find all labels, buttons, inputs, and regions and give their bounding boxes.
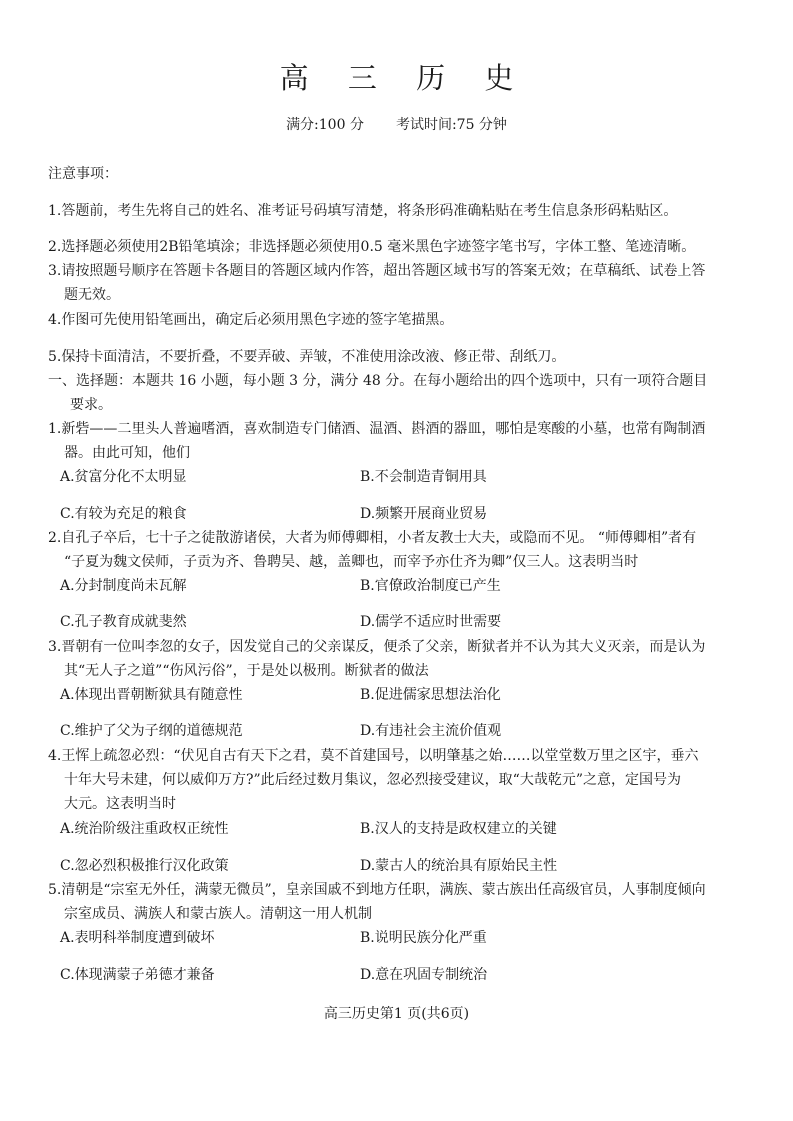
option-a: A.表明科举制度遭到破坏 [60,930,215,946]
question-stem: 3.晋朝有一位叫李忽的女子，因发觉自己的父亲谋反，便杀了父亲，断狱者并不认为其大义灭亲，而是认为 [48,639,706,655]
option-d: D.儒学不适应时世需要 [360,614,502,630]
time-info: 考试时间:75 分钟 [395,117,507,133]
option-b: B.不会制造青铜用具 [360,469,487,485]
notice-item-3-cont: 题无效。 [64,287,120,303]
notice-item-5: 5.保持卡面清洁，不要折叠，不要弄破、弄皱，不准使用涂改液、修正带、刮纸刀。 [48,349,566,365]
option-c: C.忽必烈积极推行汉化政策 [60,858,229,874]
notice-item-2: 2.选择题必须使用2B铅笔填涂；非选择题必须使用0.5 毫米黑色字迹签字笔书写，字体工整、笔迹清晰。 [48,239,696,255]
option-d: D.频繁开展商业贸易 [360,506,488,522]
question-stem: 1.新砦——二里头人普遍嗜酒，喜欢制造专门储酒、温酒、斟酒的器皿，哪怕是寒酸的小墓，也常有陶制酒 [48,421,706,437]
notice-item-1: 1.答题前，考生先将自己的姓名、准考证号码填写清楚，将条形码准确粘贴在考生信息条形码粘贴区。 [48,203,678,219]
question-stem-cont: 器。由此可知，他们 [64,445,190,461]
option-b: B.官僚政治制度已产生 [360,578,501,594]
notice-item-3: 3.请按照题号顺序在答题卡各题目的答题区域内作答，超出答题区域书写的答案无效；在草稿纸、试卷上答 [48,263,706,279]
option-b: B.说明民族分化严重 [360,930,487,946]
page-footer: 高三历史第1 页(共6页) [323,1006,470,1022]
question-stem: 4.王恽上疏忽必烈：“伏见自古有天下之君，莫不首建国号，以明肇基之始……以堂堂数万里之区宇，垂六 [48,748,699,764]
option-a: A.统治阶级注重政权正统性 [60,821,229,837]
option-a: A.贫富分化不太明显 [60,469,187,485]
option-b: B.促进儒家思想法治化 [360,687,501,703]
page-title: 高 三 历 史 [279,61,529,95]
question-stem-cont: 大元。这表明当时 [64,796,176,812]
option-d: D.蒙古人的统治具有原始民主性 [360,858,558,874]
question-stem-cont: 宗室成员、满族人和蒙古族人。清朝这一用人机制 [64,906,372,922]
option-c: C.体现满蒙子弟德才兼备 [60,967,215,983]
question-stem-cont: 十年大号未建，何以威仰万方?”此后经过数月集议，忽必烈接受建议，取“大哉乾元”之意，定国号为 [64,772,681,788]
option-d: D.意在巩固专制统治 [360,967,488,983]
question-stem-cont: “子夏为魏文侯师，子贡为齐、鲁聘吴、越，盖卿也，而宰予亦仕齐为卿”仅三人。这表明当时 [64,554,639,570]
section-heading: 一、选择题：本题共 16 小题，每小题 3 分，满分 48 分。在每小题给出的四个选项中，只有一项符合题目 [48,373,708,389]
option-a: A.分封制度尚未瓦解 [60,578,187,594]
option-d: D.有违社会主流价值观 [360,723,502,739]
question-stem-cont: 其“无人子之道”“伤风污俗”，于是处以极刑。断狱者的做法 [64,663,429,679]
score-info: 满分:100 分 [286,117,364,133]
notice-item-4: 4.作图可先使用铅笔画出，确定后必须用黑色字迹的签字笔描黑。 [48,312,454,328]
question-stem: 5.清朝是“宗室无外任，满蒙无微员”，皇亲国戚不到地方任职，满族、蒙古族出任高级官员，人事制度倾向 [48,882,706,898]
notice-heading: 注意事项： [48,166,118,182]
option-c: C.有较为充足的粮食 [60,506,187,522]
section-heading-cont: 要求。 [70,397,112,413]
exam-info [0,114,793,134]
option-b: B.汉人的支持是政权建立的关键 [360,821,557,837]
option-c: C.孔子教育成就斐然 [60,614,187,630]
option-a: A.体现出晋朝断狱具有随意性 [60,687,243,703]
question-stem: 2.自孔子卒后，七十子之徒散游诸侯，大者为师傅卿相，小者友教士大夫，或隐而不见。 “师傅卿相”者有 [48,530,697,546]
option-c: C.维护了父为子纲的道德规范 [60,723,243,739]
